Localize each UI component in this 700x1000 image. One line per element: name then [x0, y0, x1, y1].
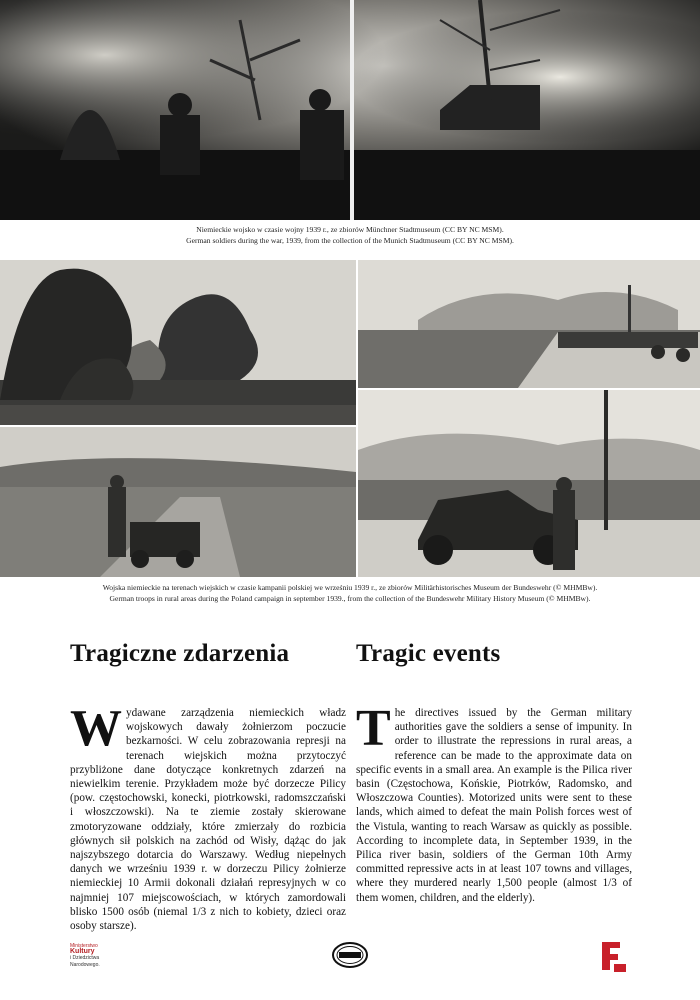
dropcap-pl: W — [70, 700, 122, 757]
muzeum-wsi-logo — [600, 940, 628, 974]
photo-soldiers-burning-village — [0, 0, 700, 220]
heading-en: Tragic events — [356, 640, 501, 667]
ministry-logo-line2: Kultury — [70, 948, 95, 956]
photo-smoke-over-trees — [0, 260, 356, 425]
top-caption — [0, 225, 700, 246]
ministry-logo — [70, 943, 130, 973]
ministry-logo-line4: Narodowego. — [70, 961, 100, 968]
paragraph-pl: ydawane zarządzenia niemieckich władz wojskowych dawały żołnierzom poczucie bezkarności. W celu zobrazowania represji na terenach wiejskich można przytoczyć przybliżone dane dotyczące konkretnych zdarzeń na niewielkim terenie. Przykładem może być dorzecze Pilicy (pow. częstochowski, konecki, piotrkowski, radomszczański i włoszczowski). Na te ziemie zostały skierowane zmotoryzowane oddziały, które zmierzały do rozbicia głównych sił polskich na zachód od Wisły, dążąc do jak najszybszego dotarcia do Warszawy. Według niepełnych danych we wrześniu 1939 r. w dorzeczu Pilicy żołnierze niemieckiej 10 Armii dokonali działań represyjnych w co najmniej 107 miejscowościach, w których zamordowali blisko 1500 osób (niemal 1/3 z nich to kobiety, dzieci oraz osoby starsze). — [70, 707, 346, 933]
paragraph-en: he directives issued by the German military authorities gave the soldiers a sense of impunity. In order to illustrate the repressions in rural areas, a reference can be made to the approximate data on specific events in a small area. An example is the Pilica river basin (Częstochowa, Końskie, Piotrków, Radomsko, and Włoszczowa Counties). Motorized units were sent to these lands, which aimed to defeat the main Polish forces west of the Vistula, wanting to reach Warsaw as quickly as possible. According to incomplete data, in September 1939, in the Pilica river basin, soldiers of the German 10th Army committed repressive acts in at least 107 towns and villages, where they murdered nearly 1,500 people (almost 1/3 of them women, children, and the elderly). — [356, 707, 632, 904]
middle-caption-pl: Wojska niemieckie na terenach wiejskich w czasie kampanii polskiej we wrześniu 1939 r., ze zbiorów Militärhistorisches Museum der Bundeswehr (© MHMBw). — [102, 583, 598, 592]
heading-pl: Tragiczne zdarzenia — [70, 640, 290, 667]
dropcap-en: T — [356, 700, 391, 757]
ministry-logo-line3: i Dziedzictwa — [70, 955, 100, 962]
middle-caption — [0, 583, 700, 604]
top-caption-en: German soldiers during the war, 1939, from the collection of the Munich Stadtmuseum (CC BY NC MSM). — [186, 235, 514, 245]
photo-motorcycles-in-field — [0, 427, 356, 577]
top-caption-pl: Niemieckie wojsko w czasie wojny 1939 r., ze zbiorów Münchner Stadtmuseum (CC BY NC MSM). — [196, 225, 504, 234]
middle-caption-en: German troops in rural areas during the Poland campaign in september 1939., from the collection of the Bundeswehr Military History Museum (© MHMBw). — [109, 593, 591, 603]
body-text-en — [356, 700, 632, 905]
body-text-pl — [70, 700, 346, 933]
ministry-logo-line1: Ministerstwo — [70, 943, 98, 949]
museum-badge-logo — [332, 942, 368, 968]
photo-car-and-soldier — [358, 390, 700, 577]
photo-convoy-on-road — [358, 260, 700, 388]
